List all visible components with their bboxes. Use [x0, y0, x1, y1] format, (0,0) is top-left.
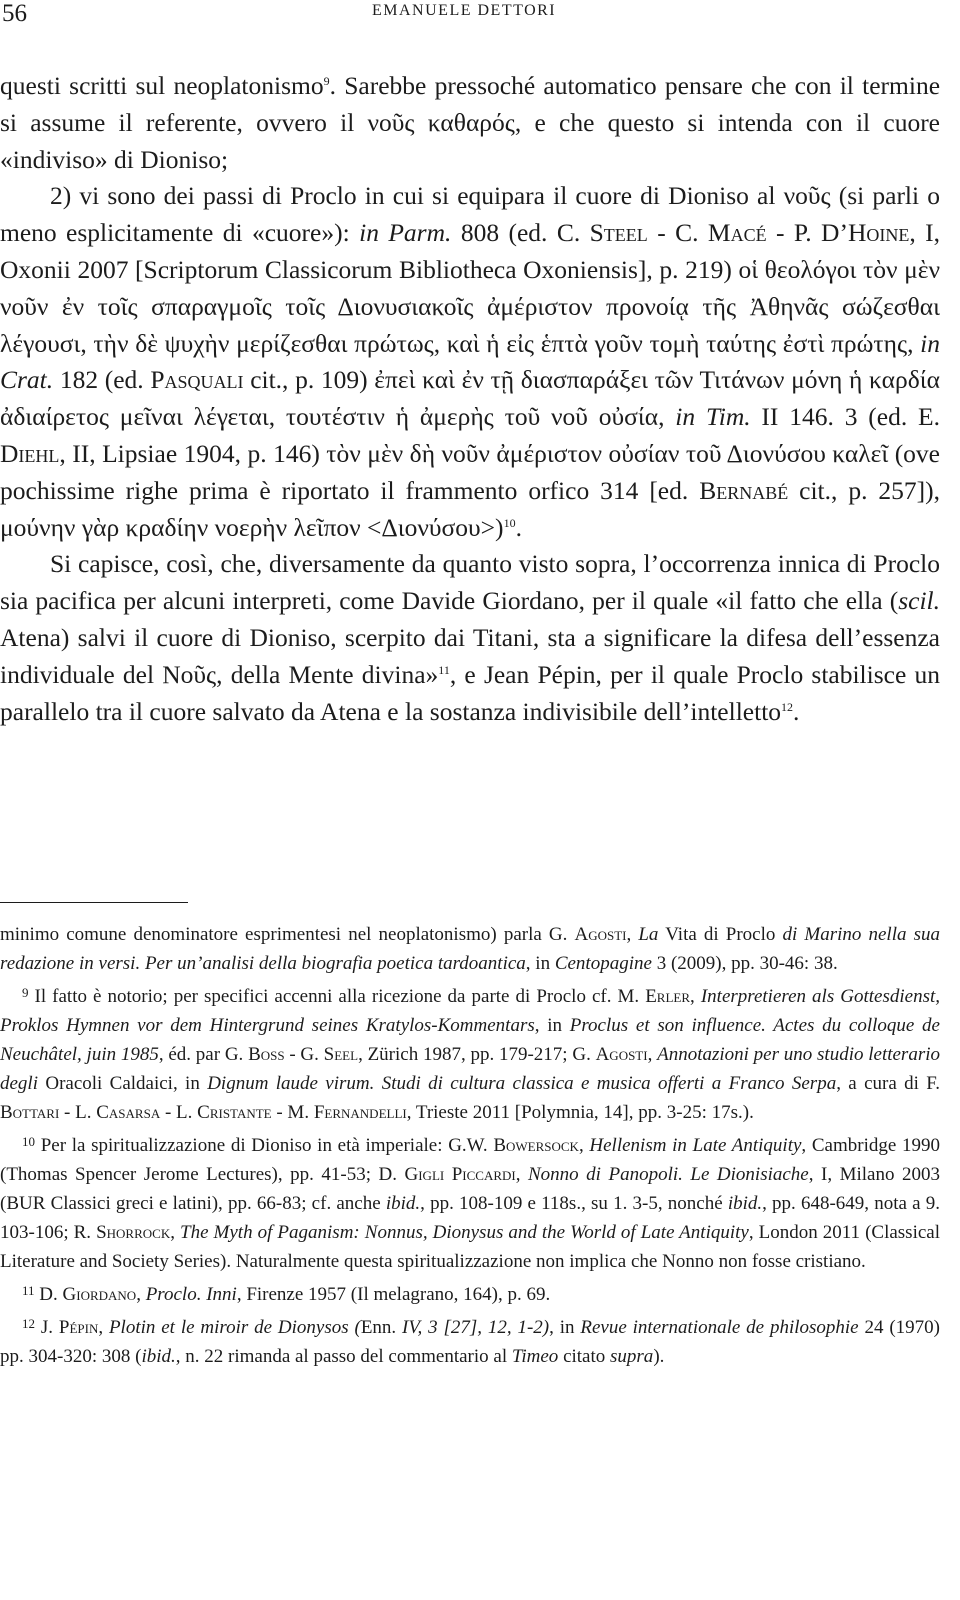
footnote-ref-10: 10	[503, 515, 516, 530]
page-number: 56	[2, 0, 27, 27]
footnote-continuation: minimo comune denominatore esprimentesi nel neoplatonismo) parla G. Agosti, La Vita di Proclo di Marino nella sua redazione in versi. Per un’analisi della biografia poetica tardoantica, in Centopagine 3 (2009), pp. 30-46: 38.	[0, 924, 940, 974]
footnote-number: 10	[22, 1134, 35, 1149]
footnote-10: $^{10}$ Per la spiritualizzazione di Dioniso in età imperiale: G.W. Bowersock, Hellenism in Late Antiquity, Cambridge 1990 (Thomas Spencer Jerome Lectures), pp. 41-53; D. Gigli Piccardi, Nonno di Panopoli. Le Dionisiache, I, Milano 2003 (BUR Classici greci e latini), pp. 66-83; cf. anche ibid., pp. 108-109 e 118s., su 1. 3-5, nonché ibid., pp. 648-649, nota a 9. 103-106; R. Shorrock, The Myth of Paganism: Nonnus, Dionysus and the World of Late Antiquity, London 2011 (Classical Literature and Society Series). Naturalmente questa spiritualizzazione non implica che Nonno non fosse cristiano.	[0, 1134, 941, 1272]
footnotes	[0, 920, 940, 1371]
paragraph-3: Si capisce, così, che, diversamente da quanto visto sopra, l’occorrenza innica di Proclo sia pacifica per alcuni interpreti, come Davide Giordano, per il quale «il fatto che ella (scil. Atena) salvi il cuore di Dioniso, scerpito dai Titani, sta a significare la difesa dell’essenza individuale del Νοῦς, della Mente divina»$^{11}$, e Jean Pépin, per il quale Proclo stabilisce un parallelo tra il cuore salvato da Atena e la sostanza indivisibile dell’intelletto$^{12}$.	[0, 549, 940, 726]
footnote-ref-11: 11	[438, 662, 450, 677]
footnote-9: $^9$ Il fatto è notorio; per specifici accenni alla ricezione da parte di Proclo cf. M. Erler, Interpretieren als Gottesdienst, Proklos Hymnen vor dem Hintergrund seines Kratylos-Kommentars, in Proclus et son influence. Actes du colloque de Neuchâtel, juin 1985, éd. par G. Boss - G. Seel, Zürich 1987, pp. 179-217; G. Agosti, Annotazioni per uno studio letterario degli Oracoli Caldaici, in Dignum laude virum. Studi di cultura classica e musica offerti a Franco Serpa, a cura di F. Bottari - L. Casarsa - L. Cristante - M. Fernandelli, Trieste 2011 [Polymnia, 14], pp. 3-25: 17s.).	[0, 985, 941, 1123]
running-header	[0, 0, 940, 30]
footnote-separator	[0, 902, 188, 903]
footnote-ref-12: 12	[781, 699, 794, 714]
main-text	[0, 68, 940, 730]
footnote-number: 12	[22, 1316, 35, 1331]
footnote-ref-9: 9	[323, 74, 330, 88]
footnote-11: $^{11}$ D. Giordano, Proclo. Inni, Firenze 1957 (Il melagrano, 164), p. 69.	[22, 1283, 551, 1305]
running-head-author: EMANUELE DETTORI	[372, 2, 557, 19]
paragraph-1: questi scritti sul neoplatonismo$^9$. Sarebbe pressoché automatico pensare che con il termine si assume il referente, ovvero il νοῦς καθαρός, e che questo si intenda con il cuore «indiviso» di Dioniso;	[0, 71, 941, 174]
footnote-12: $^{12}$ J. Pépin, Plotin et le miroir de Dionysos (Enn. IV, 3 [27], 12, 1-2), in Revue internationale de philosophie 24 (1970) pp. 304-320: 308 (ibid., n. 22 rimanda al passo del commentario al Timeo citato supra).	[0, 1316, 940, 1367]
footnote-number: 9	[22, 985, 29, 1000]
footnote-number: 11	[22, 1283, 35, 1298]
paragraph-2: 2) vi sono dei passi di Proclo in cui si equipara il cuore di Dioniso al νοῦς (si parli o meno esplicitamente di «cuore»): in Parm. 808 (ed. C. Steel - C. Macé - P. D’Hoine, I, Oxonii 2007 [Scriptorum Classicorum Bibliotheca Oxoniensis], p. 219) οἱ θεολόγοι τὸν μὲν νοῦν ἐν τοῖς σπαραγμοῖς τοῖς Διονυσιακοῖς ἀμέριστον προνοίᾳ τῆς Ἀθηνᾶς σώζεσθαι λέγουσι, τὴν δὲ ψυχὴν μερίζεσθαι πρώτως, καὶ ἡ εἰς ἑπτὰ γοῦν τομὴ ταύτης ἐστὶ πρώτης, in Crat. 182 (ed. Pasquali cit., p. 109) ἐπεὶ καὶ ἐν τῇ διασπαράξει τῶν Τιτάνων μόνη ἡ καρδία ἀδιαίρετος μεῖναι λέγεται, τουτέστιν ἡ ἀμερὴς τοῦ νοῦ οὐσία, in Tim. II 146. 3 (ed. E. Diehl, II, Lipsiae 1904, p. 146) τὸν μὲν δὴ νοῦν ἀμέριστον οὐσίαν τοῦ Διονύσου καλεῖ (ove pochissime righe prima è riportato il frammento orfico 314 [ed. Bernabé cit., p. 257]), μούνην γὰρ κραδίην νοερὴν λεῖπον <Διονύσου>)$^{10}$.	[0, 181, 941, 542]
